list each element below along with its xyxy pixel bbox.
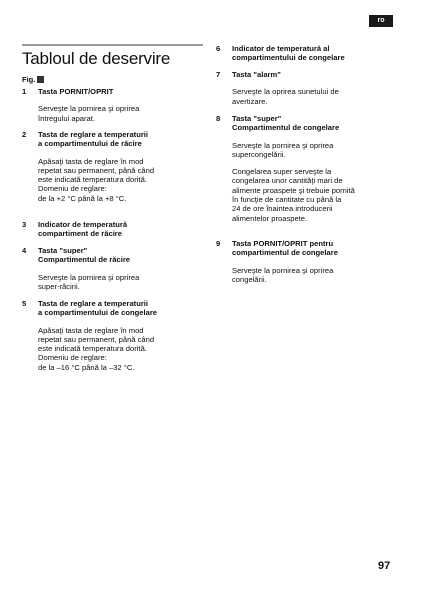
figure-label: Fig. [22, 75, 36, 84]
item-heading [232, 239, 406, 258]
figure-icon [37, 76, 44, 83]
list-item [216, 70, 406, 114]
description-line: este indicată temperatura dorită. [38, 175, 147, 185]
item-number: 9 [216, 239, 221, 248]
language-badge: ro [369, 15, 393, 27]
item-number: 8 [216, 114, 221, 123]
item-number: 1 [22, 87, 27, 96]
item-description [38, 157, 207, 203]
item-description [232, 87, 406, 106]
description-line: congelarea unor cantităţi mari de [232, 176, 343, 186]
item-number: 5 [22, 299, 27, 308]
list-item [22, 299, 207, 380]
list-item [216, 114, 406, 231]
item-heading-line: Compartimentul de răcire [38, 255, 130, 265]
item-description [232, 141, 406, 223]
item-heading [232, 44, 406, 63]
description-line: în funcţie de cantitate cu până la [232, 195, 342, 205]
list-item [216, 239, 406, 292]
description-line: Domeniu de reglare: [38, 184, 107, 194]
description-line: Serveşte la pornirea şi oprirea [232, 140, 334, 150]
item-heading [232, 70, 406, 79]
description-line: Serveşte la pornirea şi oprirea [232, 265, 334, 275]
item-heading-line: a compartimentului de congelare [38, 308, 157, 318]
item-heading-line: Tasta "super" [38, 246, 88, 255]
list-item [22, 220, 207, 239]
description-line: congelării. [232, 274, 267, 284]
item-description [38, 104, 207, 123]
item-description [38, 273, 207, 292]
description-line: de la –16 °C până la –32 °C. [38, 362, 135, 372]
description-line: întregului aparat. [38, 113, 95, 123]
item-number: 2 [22, 130, 27, 139]
description-line: Serveşte la pornirea şi oprirea [38, 104, 140, 114]
item-heading-line: Tasta de reglare a temperaturii [38, 130, 149, 139]
title-rule [22, 44, 203, 46]
description-line: Domeniu de reglare: [38, 353, 107, 363]
description-paragraph [38, 326, 207, 372]
item-heading-line: Tasta PORNIT/OPRIT [38, 87, 114, 96]
item-heading-line: Tasta "alarm" [232, 70, 281, 79]
description-line: alimente proaspete şi trebuie pornită [232, 185, 355, 195]
description-line: Serveşte la pornirea şi oprirea [38, 272, 140, 282]
description-line: Apăsaţi tasta de reglare în mod [38, 325, 144, 335]
description-paragraph [232, 141, 406, 160]
description-line: repetat sau permanent, până când [38, 334, 155, 344]
description-paragraph [232, 167, 406, 223]
list-item [216, 44, 406, 63]
item-heading-line: a compartimentului de răcire [38, 139, 142, 149]
description-line: Serveşte la oprirea sunetului de [232, 87, 339, 97]
item-heading-line: Tasta de reglare a temperaturii [38, 299, 149, 308]
description-line: de la +2 °C până la +8 °C. [38, 193, 127, 203]
item-number: 3 [22, 220, 27, 229]
description-line: repetat sau permanent, până când [38, 165, 155, 175]
description-paragraph [38, 157, 207, 203]
item-number: 6 [216, 44, 221, 53]
page-number: 97 [378, 560, 391, 572]
description-line: super-răcirii. [38, 281, 80, 291]
item-number: 4 [22, 246, 27, 255]
item-heading-line: Tasta PORNIT/OPRIT pentru [232, 239, 334, 248]
description-line: Congelarea super serveşte la [232, 167, 332, 177]
item-heading [232, 114, 406, 133]
description-paragraph [232, 87, 406, 106]
item-heading-line: compartiment de răcire [38, 229, 122, 239]
item-description [232, 266, 406, 285]
figure-reference [22, 75, 44, 84]
item-heading-line: compartimentului de congelare [232, 53, 345, 63]
item-heading [38, 246, 207, 265]
item-number: 7 [216, 70, 221, 79]
item-heading [38, 220, 207, 239]
item-heading-line: Indicator de temperatură [38, 220, 128, 229]
description-paragraph [232, 266, 406, 285]
list-item [22, 87, 207, 131]
description-line: Apăsaţi tasta de reglare în mod [38, 156, 144, 166]
description-line: alimentelor proaspete. [232, 213, 308, 223]
list-item [22, 130, 207, 211]
list-item [22, 246, 207, 299]
description-line: avertizare. [232, 96, 268, 106]
description-paragraph [38, 104, 207, 123]
item-heading-line: Compartimentul de congelare [232, 123, 340, 133]
description-line: 24 de ore înaintea introducerii [232, 204, 333, 214]
description-line: este indicată temperatura dorită. [38, 344, 147, 354]
page-title: Tabloul de deservire [22, 49, 171, 68]
description-line: supercongelării. [232, 149, 286, 159]
description-paragraph [38, 273, 207, 292]
item-heading [38, 130, 207, 149]
item-description [38, 326, 207, 372]
item-heading-line: Tasta "super" [232, 114, 282, 123]
item-heading-line: compartimentul de congelare [232, 248, 338, 258]
item-heading [38, 299, 207, 318]
item-heading [38, 87, 207, 96]
item-heading-line: Indicator de temperatură al [232, 44, 330, 53]
